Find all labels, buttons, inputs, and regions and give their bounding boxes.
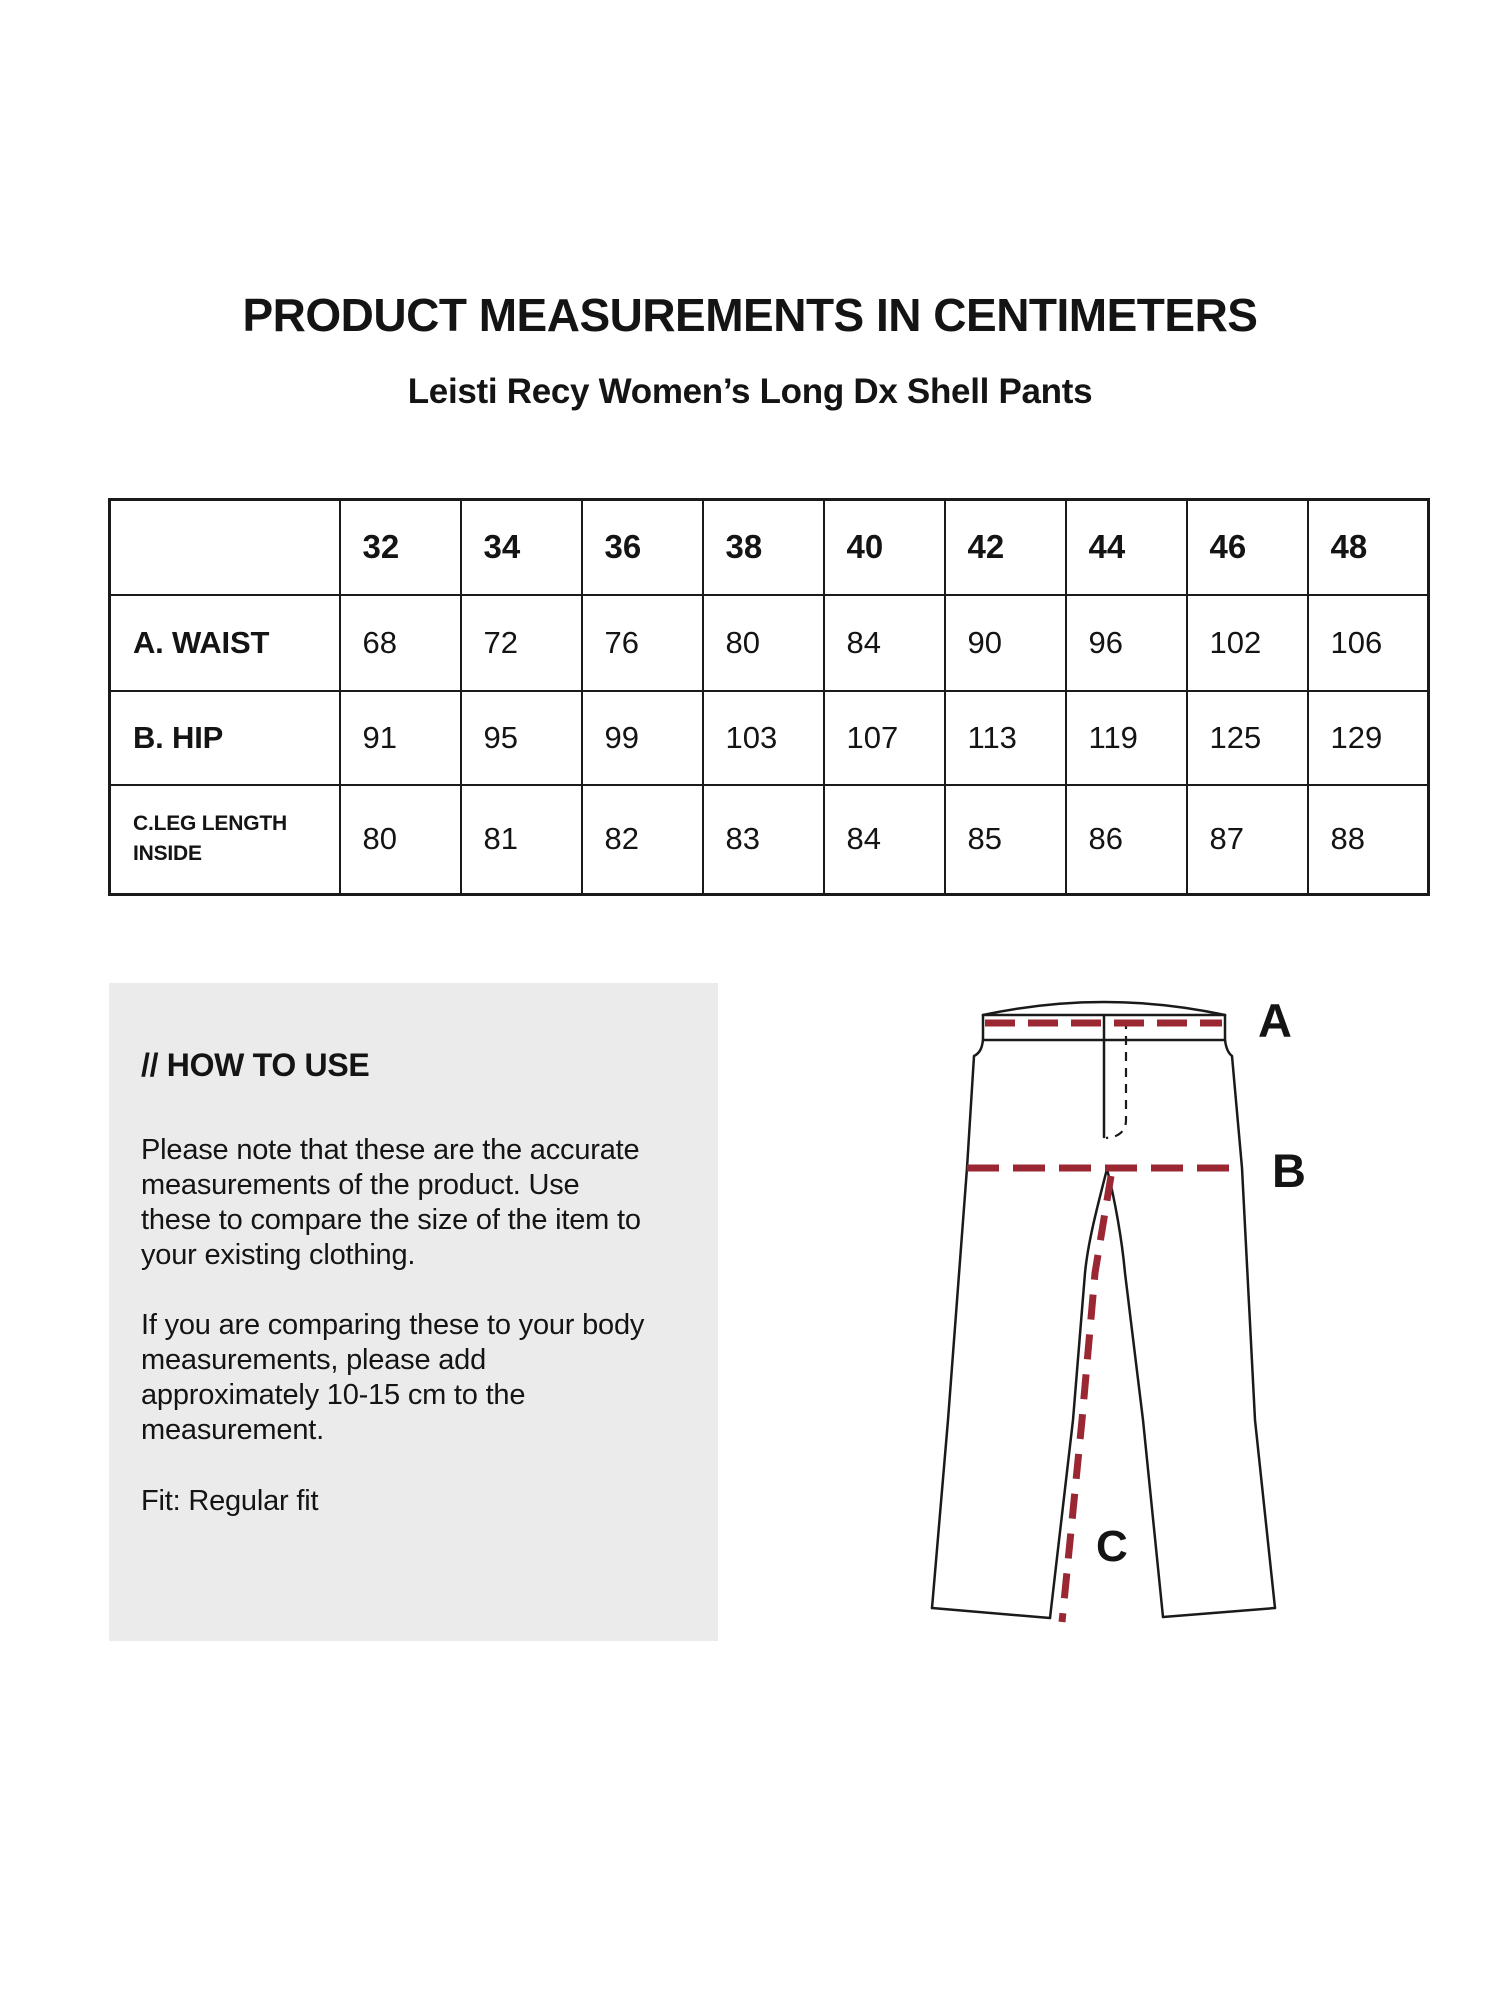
- size-header-cell: 42: [945, 500, 1066, 595]
- size-header-cell: 38: [703, 500, 824, 595]
- size-header-cell: 36: [582, 500, 703, 595]
- value-cell: 129: [1308, 691, 1429, 785]
- value-cell: 103: [703, 691, 824, 785]
- value-cell: 80: [340, 785, 461, 895]
- value-cell: 95: [461, 691, 582, 785]
- measurements-table: [108, 498, 1430, 896]
- empty-header-cell: [110, 500, 340, 595]
- size-header-cell: 46: [1187, 500, 1308, 595]
- waist-row: [110, 595, 1429, 691]
- how-to-use-paragraph: If you are comparing these to your body measurements, please add approximately 10-15 cm to the measurement.: [141, 1309, 645, 1446]
- value-cell: 88: [1308, 785, 1429, 895]
- value-cell: 68: [340, 595, 461, 691]
- value-cell: 76: [582, 595, 703, 691]
- value-cell: 72: [461, 595, 582, 691]
- value-cell: 106: [1308, 595, 1429, 691]
- how-to-use-paragraph: Please note that these are the accurate measurements of the product. Use these to compare the size of the item to your existing clothing.: [141, 1134, 641, 1271]
- label-c: C: [1096, 1522, 1128, 1571]
- how-to-use-box: [109, 983, 718, 1641]
- value-cell: 82: [582, 785, 703, 895]
- value-cell: 81: [461, 785, 582, 895]
- size-header-cell: 40: [824, 500, 945, 595]
- how-to-use-heading: // HOW TO USE: [141, 1047, 370, 1083]
- value-cell: 84: [824, 595, 945, 691]
- row-label-waist: A. WAIST: [110, 595, 340, 691]
- value-cell: 90: [945, 595, 1066, 691]
- value-cell: 87: [1187, 785, 1308, 895]
- value-cell: 83: [703, 785, 824, 895]
- row-label-hip: B. HIP: [110, 691, 340, 785]
- size-header-row: [110, 500, 1429, 595]
- value-cell: 99: [582, 691, 703, 785]
- value-cell: 86: [1066, 785, 1187, 895]
- leg-length-row: [110, 785, 1429, 895]
- value-cell: 85: [945, 785, 1066, 895]
- fly-stitch-dashed-line: [1106, 1020, 1126, 1138]
- product-name: Leisti Recy Women’s Long Dx Shell Pants: [407, 372, 1093, 411]
- value-cell: 91: [340, 691, 461, 785]
- value-cell: 102: [1187, 595, 1308, 691]
- value-cell: 96: [1066, 595, 1187, 691]
- value-cell: 119: [1066, 691, 1187, 785]
- size-header-cell: 48: [1308, 500, 1429, 595]
- row-label-leg-length: C.LEG LENGTH INSIDE: [110, 785, 340, 895]
- size-header-cell: 44: [1066, 500, 1187, 595]
- label-a: A: [1258, 994, 1292, 1047]
- size-header-cell: 32: [340, 500, 461, 595]
- value-cell: 80: [703, 595, 824, 691]
- value-cell: 113: [945, 691, 1066, 785]
- fit-note: Fit: Regular fit: [141, 1485, 319, 1517]
- page-title: PRODUCT MEASUREMENTS IN CENTIMETERS: [242, 289, 1258, 341]
- pants-diagram: [900, 990, 1350, 1660]
- label-b: B: [1272, 1144, 1306, 1197]
- value-cell: 125: [1187, 691, 1308, 785]
- hip-row: [110, 691, 1429, 785]
- value-cell: 84: [824, 785, 945, 895]
- value-cell: 107: [824, 691, 945, 785]
- size-header-cell: 34: [461, 500, 582, 595]
